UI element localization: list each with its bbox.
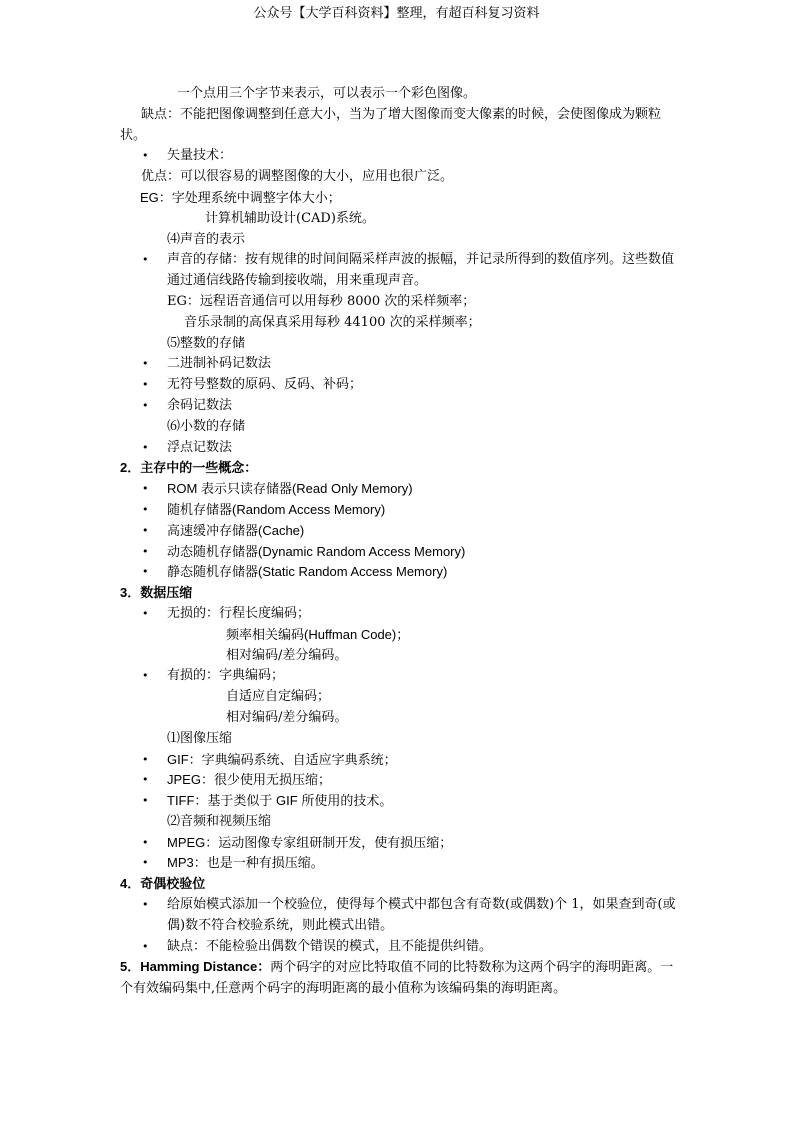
section-heading: 3．数据压缩 bbox=[120, 585, 193, 601]
subsection-title: ⑴图像压缩 bbox=[167, 730, 233, 746]
text-line: 一个点用三个字节来表示，可以表示一个彩色图像。 bbox=[177, 86, 477, 101]
text-line: EG：字处理系统中调整字体大小； bbox=[140, 189, 341, 205]
bullet-icon: • bbox=[142, 835, 149, 849]
bullet-icon: • bbox=[142, 378, 149, 392]
list-item: • TIFF：基于类似于 GIF 所使用的技术。 bbox=[120, 791, 680, 812]
bullet-icon: • bbox=[142, 939, 149, 953]
list-item: • ROM 表示只读存储器(Read Only Memory) bbox=[120, 479, 680, 500]
text-paragraph: 缺点：不能把图像调整到任意大小，当为了增大图像而变大像素的时候，会使图像成为颗粒状。 bbox=[120, 106, 662, 143]
bullet-icon: • bbox=[142, 752, 149, 766]
list-item: • 浮点记数法 bbox=[120, 438, 680, 459]
subsection-title: ⑵音频和视频压缩 bbox=[167, 813, 272, 829]
text-line: 音乐录制的高保真采用每秒 44100 次的采样频率； bbox=[184, 314, 481, 330]
text-line: 自适应自定编码； bbox=[226, 689, 331, 705]
bullet-icon: • bbox=[142, 773, 149, 787]
section-heading: 5．Hamming Distance： bbox=[120, 959, 271, 975]
bullet-icon: • bbox=[142, 398, 149, 412]
list-item: • 无符号整数的原码、反码、补码； bbox=[120, 375, 680, 396]
list-item: • GIF：字典编码系统、自适应字典系统； bbox=[120, 750, 680, 771]
text-line: 计算机辅助设计(CAD)系统。 bbox=[205, 210, 375, 226]
subsection-title: ⑷声音的表示 bbox=[167, 231, 246, 247]
bullet-icon: • bbox=[142, 544, 149, 558]
list-item: • 有损的：字典编码； bbox=[120, 666, 680, 687]
list-item: • 矢量技术： bbox=[120, 146, 680, 167]
section-paragraph bbox=[120, 957, 680, 1000]
bullet-icon: • bbox=[142, 357, 149, 371]
bullet-icon: • bbox=[142, 794, 149, 808]
list-item: • 静态随机存储器(Static Random Access Memory) bbox=[120, 562, 680, 583]
list-item: • 声音的存储：按有规律的时间间隔采样声波的振幅，并记录所得到的数值序列。这些数值通过通信线路传输到接收端，用来重现声音。 bbox=[142, 252, 675, 289]
list-item: • MP3：也是一种有损压缩。 bbox=[120, 853, 680, 874]
text-line: 优点：可以很容易的调整图像的大小，应用也很广泛。 bbox=[141, 169, 454, 185]
subsection-title: ⑸整数的存储 bbox=[167, 335, 246, 351]
list-item: • JPEG：很少使用无损压缩； bbox=[120, 770, 680, 791]
list-item: • 随机存储器(Random Access Memory) bbox=[120, 500, 680, 521]
list-item: • 二进制补码记数法 bbox=[120, 354, 680, 375]
bullet-icon: • bbox=[142, 856, 149, 870]
bullet-icon: • bbox=[142, 502, 149, 516]
text-paragraph: 两个码字的对应比特取值不同的比特数称为这两个码字的海明距离。一个有效编码集中,任意两个码字的海明距离的最小值称为该编码集的海明距离。 bbox=[120, 960, 674, 997]
subsection-title: ⑹小数的存储 bbox=[167, 418, 246, 434]
section-heading: 4．奇偶校验位 bbox=[120, 876, 206, 892]
list-item: • 给原始模式添加一个校验位，使得每个模式中都包含有奇数(或偶数)个 1，如果查到奇(或偶)数不符合校验系统，则此模式出错。 bbox=[142, 897, 676, 933]
bullet-icon: • bbox=[142, 253, 149, 267]
list-item: • 缺点：不能检验出偶数个错误的模式，且不能提供纠错。 bbox=[120, 937, 680, 958]
document-body bbox=[120, 84, 680, 1000]
bullet-icon: • bbox=[142, 669, 149, 683]
list-item: • MPEG：运动图像专家组研制开发，使有损压缩； bbox=[120, 833, 680, 854]
bullet-icon: • bbox=[142, 565, 149, 579]
text-line: 频率相关编码(Huffman Code)； bbox=[226, 626, 410, 642]
list-item: • 余码记数法 bbox=[120, 396, 680, 417]
bullet-icon: • bbox=[142, 523, 149, 537]
page-header: 公众号【大学百科资料】整理，有超百科复习资料 bbox=[253, 6, 540, 21]
list-item: • 高速缓冲存储器(Cache) bbox=[120, 521, 680, 542]
bullet-icon: • bbox=[142, 606, 149, 620]
bullet-icon: • bbox=[142, 898, 149, 912]
text-line: 相对编码/差分编码。 bbox=[226, 709, 348, 725]
bullet-icon: • bbox=[142, 149, 149, 163]
list-item: • 动态随机存储器(Dynamic Random Access Memory) bbox=[120, 542, 680, 563]
text-line: 相对编码/差分编码。 bbox=[226, 647, 348, 663]
bullet-icon: • bbox=[142, 482, 149, 496]
list-item: • 无损的：行程长度编码； bbox=[120, 604, 680, 625]
bullet-icon: • bbox=[142, 440, 149, 454]
section-heading: 2．主存中的一些概念： bbox=[120, 460, 258, 476]
text-line: EG：远程语音通信可以用每秒 8000 次的采样频率； bbox=[167, 293, 476, 309]
